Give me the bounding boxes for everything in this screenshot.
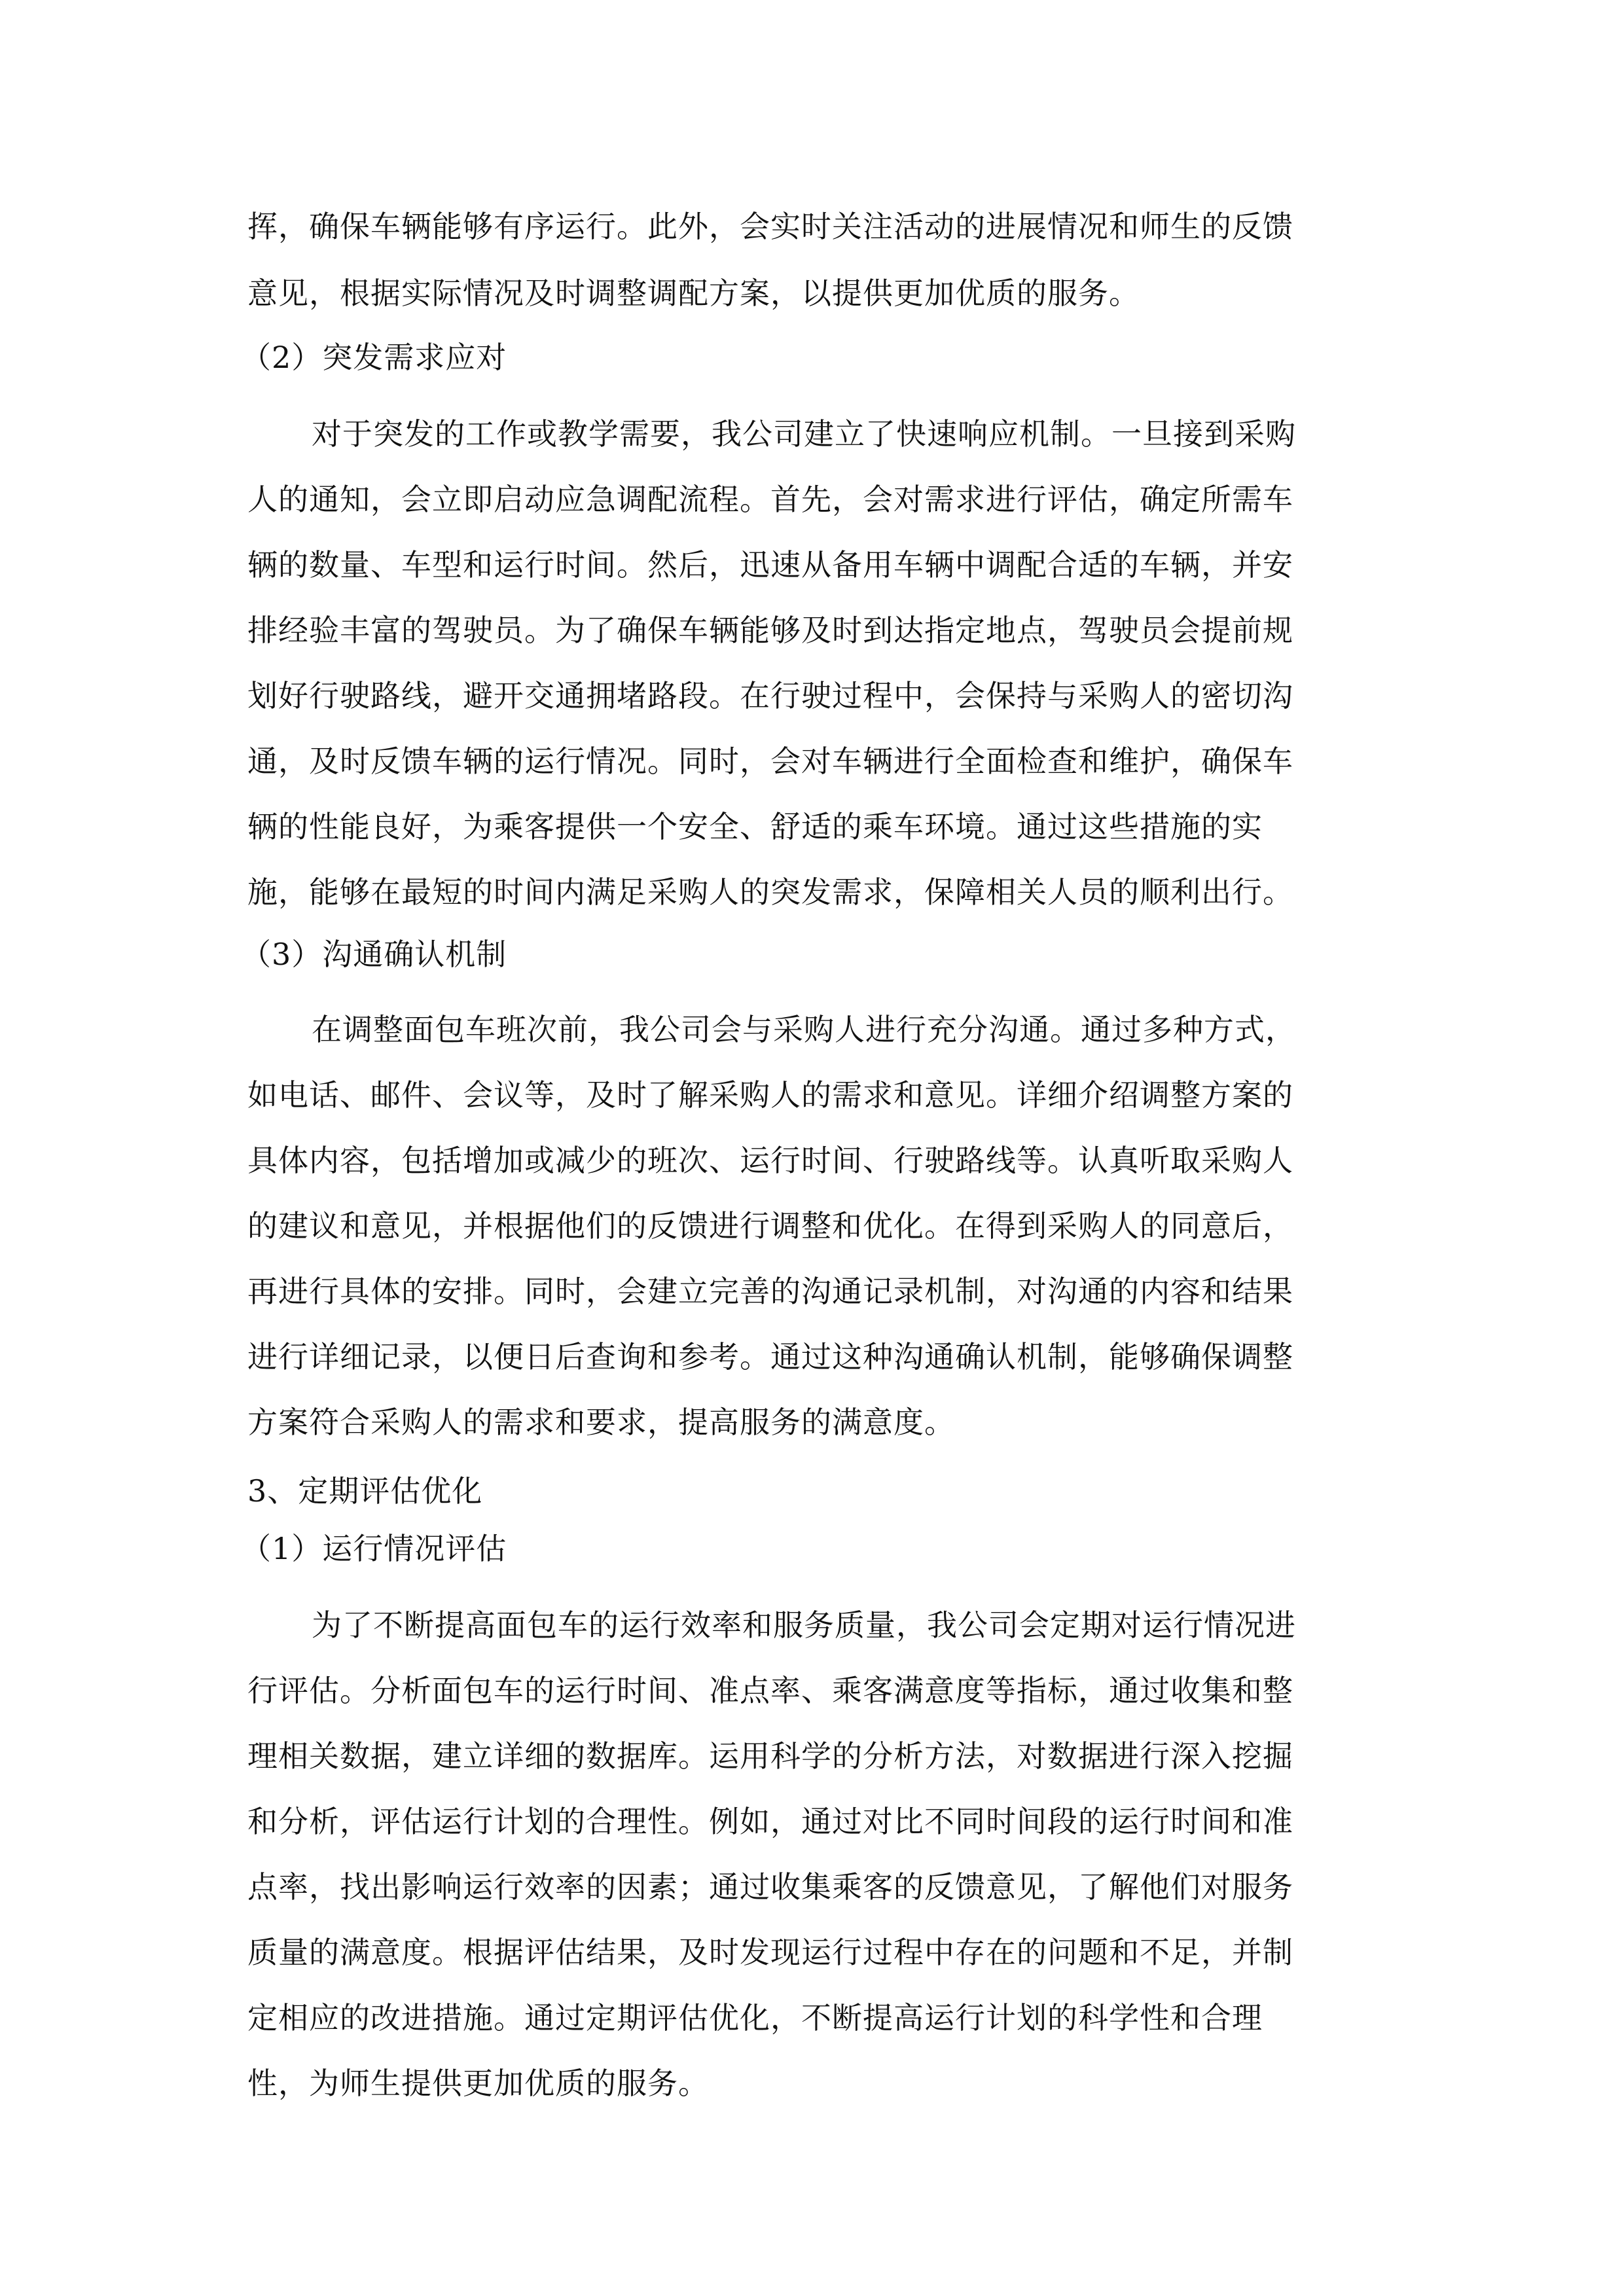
subsection-heading: （1）运行情况评估 <box>241 1531 507 1566</box>
paragraph-line: 点率，找出影响运行效率的因素；通过收集乘客的反馈意见，了解他们对服务 <box>247 1869 1293 1905</box>
paragraph-line: 具体内容，包括增加或减少的班次、运行时间、行驶路线等。认真听取采购人 <box>247 1143 1293 1178</box>
paragraph-line: 意见，根据实际情况及时调整调配方案，以提供更加优质的服务。 <box>247 276 1140 311</box>
paragraph-line: 的建议和意见，并根据他们的反馈进行调整和优化。在得到采购人的同意后， <box>247 1208 1293 1244</box>
paragraph-line: 再进行具体的安排。同时，会建立完善的沟通记录机制，对沟通的内容和结果 <box>247 1274 1293 1309</box>
paragraph-line: 辆的数量、车型和运行时间。然后，迅速从备用车辆中调配合适的车辆，并安 <box>247 547 1293 583</box>
paragraph-line: 进行详细记录，以便日后查询和参考。通过这种沟通确认机制，能够确保调整 <box>247 1339 1293 1374</box>
paragraph-line: 如电话、邮件、会议等，及时了解采购人的需求和意见。详细介绍调整方案的 <box>247 1077 1293 1113</box>
paragraph-line: 通，及时反馈车辆的运行情况。同时，会对车辆进行全面检查和维护，确保车 <box>247 744 1293 779</box>
paragraph-line: 行评估。分析面包车的运行时间、准点率、乘客满意度等指标，通过收集和整 <box>247 1673 1293 1708</box>
subsection-heading: （2）突发需求应对 <box>241 340 507 375</box>
paragraph-line: 划好行驶路线，避开交通拥堵路段。在行驶过程中，会保持与采购人的密切沟 <box>247 678 1293 713</box>
paragraph-line: 方案符合采购人的需求和要求，提高服务的满意度。 <box>247 1405 955 1440</box>
subsection-heading: （3）沟通确认机制 <box>241 937 507 972</box>
paragraph-line: 排经验丰富的驾驶员。为了确保车辆能够及时到达指定地点，驾驶员会提前规 <box>247 613 1293 648</box>
paragraph-line: 人的通知，会立即启动应急调配流程。首先，会对需求进行评估，确定所需车 <box>247 482 1293 517</box>
section-heading: 3、定期评估优化 <box>247 1473 483 1509</box>
paragraph-line: 施，能够在最短的时间内满足采购人的突发需求，保障相关人员的顺利出行。 <box>247 874 1293 910</box>
paragraph-line: 在调整面包车班次前，我公司会与采购人进行充分沟通。通过多种方式， <box>312 1012 1296 1047</box>
paragraph-line: 对于突发的工作或教学需要，我公司建立了快速响应机制。一旦接到采购 <box>312 416 1296 452</box>
paragraph-line: 理相关数据，建立详细的数据库。运用科学的分析方法，对数据进行深入挖掘 <box>247 1738 1293 1774</box>
paragraph-line: 性，为师生提供更加优质的服务。 <box>247 2066 709 2101</box>
paragraph-line: 质量的满意度。根据评估结果，及时发现运行过程中存在的问题和不足，并制 <box>247 1935 1293 1970</box>
paragraph-line: 辆的性能良好，为乘客提供一个安全、舒适的乘车环境。通过这些措施的实 <box>247 809 1263 844</box>
paragraph-line: 定相应的改进措施。通过定期评估优化，不断提高运行计划的科学性和合理 <box>247 2000 1263 2036</box>
paragraph-line: 挥，确保车辆能够有序运行。此外，会实时关注活动的进展情况和师生的反馈 <box>247 209 1293 244</box>
paragraph-line: 和分析，评估运行计划的合理性。例如，通过对比不同时间段的运行时间和准 <box>247 1804 1293 1839</box>
paragraph-line: 为了不断提高面包车的运行效率和服务质量，我公司会定期对运行情况进 <box>312 1607 1296 1643</box>
